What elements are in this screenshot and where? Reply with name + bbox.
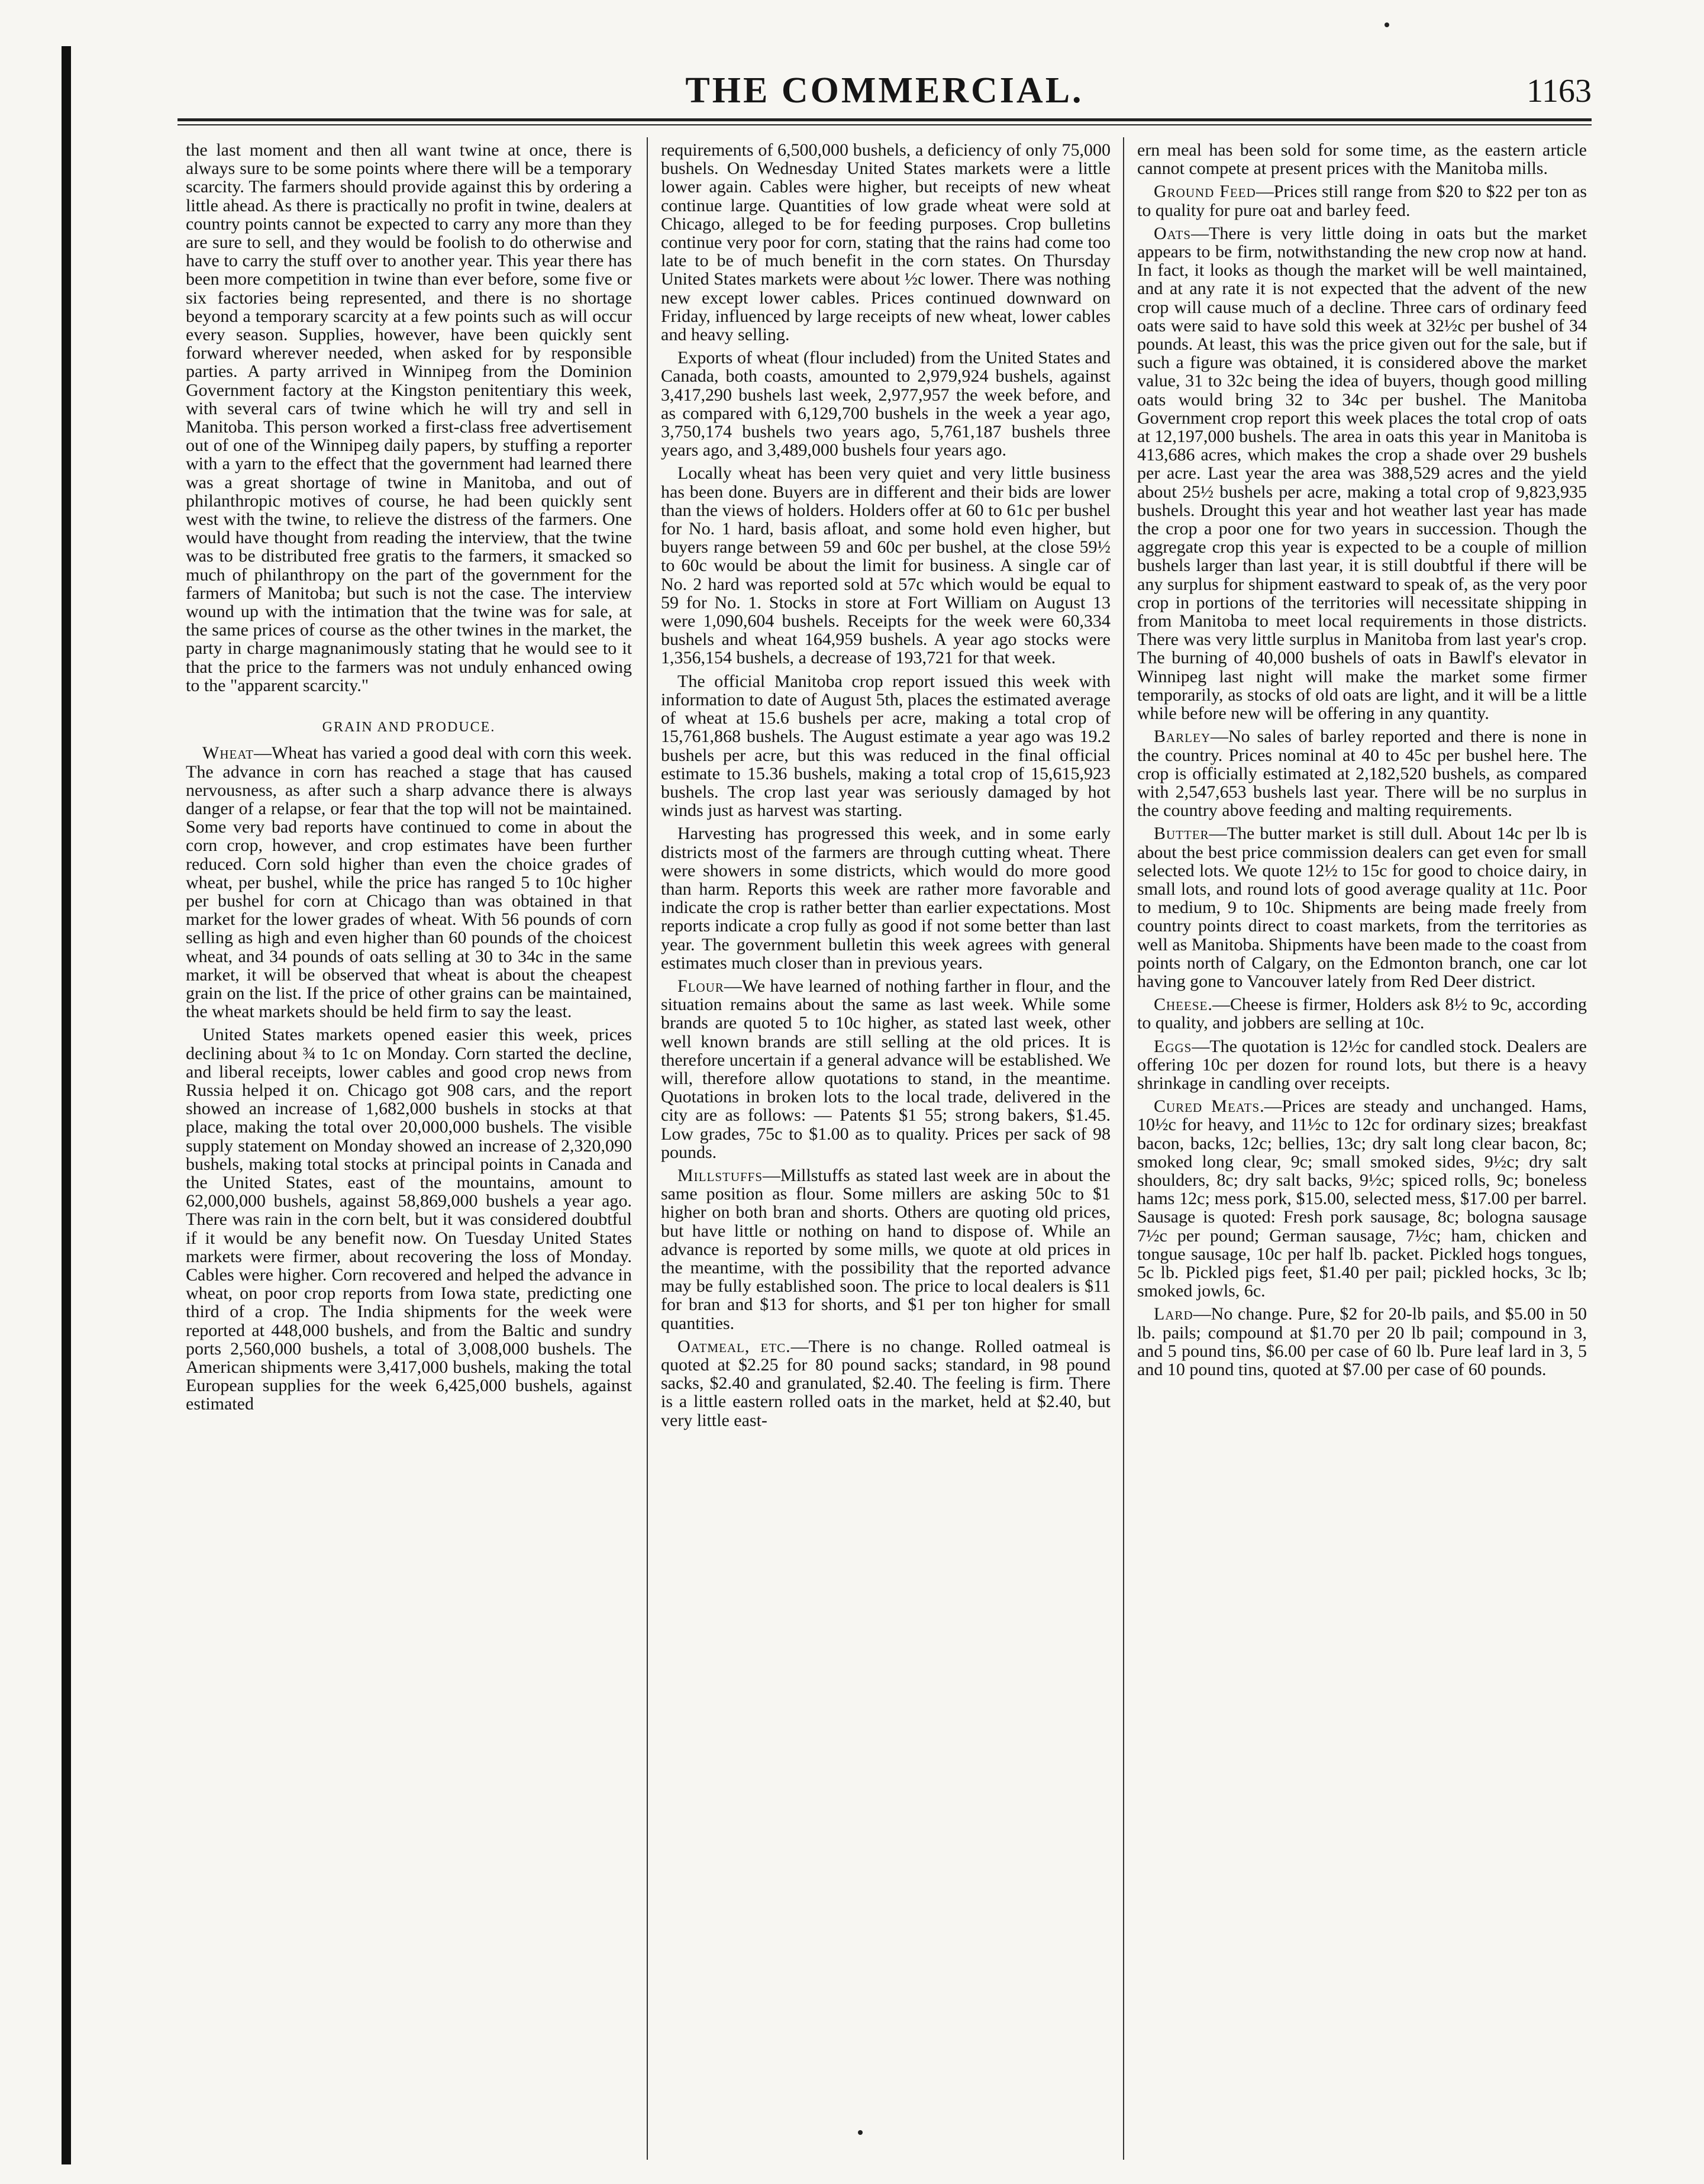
oatmeal-paragraph <box>661 1337 1111 1430</box>
harvesting-paragraph: Harvesting has progressed this week, and in some early districts most of the farmers are through cutting wheat. There were showers in some districts, which would do more good than harm. Reports this week are rather more favorable and indicate the crop is rather better than earlier expectations. Most reports indicate a crop fully as good if not some better than last year. The government bulletin this week agrees with general estimates much closer than in previous years. <box>661 824 1111 973</box>
column-divider <box>1123 137 1124 2160</box>
cured-meats-paragraph <box>1137 1097 1587 1300</box>
butter-heading: Butter <box>1154 824 1209 844</box>
page-number: 1163 <box>1526 73 1592 109</box>
wheat-heading: Wheat <box>202 743 254 763</box>
eggs-paragraph <box>1137 1037 1587 1093</box>
lard-paragraph <box>1137 1305 1587 1379</box>
ground-feed-paragraph <box>1137 182 1587 219</box>
millstuffs-text: —Millstuffs as stated last week are in about the same position as flour. Some millers are asking 50c to $1 higher on both bran and shorts. Others are quoting old prices, but have little or nothing on hand to dispose of. While an advance is reported by some mills, we quote at old prices in the meantime, with the possibility that the reported advance may be fully established soon. The price to local dealers is $11 for bran and $13 for shorts, and $1 per ton higher for small quantities. <box>661 1165 1111 1333</box>
lard-heading: Lard <box>1154 1304 1193 1324</box>
oats-text: —There is very little doing in oats but the market appears to be firm, notwithstanding the new crop now at hand. In fact, it looks as though the market will be well maintained, and at any rate it is not expected that the advent of the new crop will cause much of a decline. Three cars of ordinary feed oats were said to have sold this week at 32½c per bushel of 34 pounds. At least, this was the price given out for the sale, but if such a figure was obtained, it is considered above the market value, 31 to 32c being the idea of buyers, though good milling oats would bring 32 to 34c per bushel. The Manitoba Government crop report this week places the total crop of oats at 12,197,000 bushels. The area in oats this year in Manitoba is 413,686 acres, which makes the crop a shade over 29 bushels per acre. Last year the area was 388,529 acres and the yield about 25½ bushels per acre, making a total crop of 9,823,935 bushels. Drought this year and hot weather last year has made the crop a poor one for two years in succession. Though the aggregate crop this year is expected to be a couple of million bushels larger than last year, it is still doubtful if there will be any surplus for shipment eastward to speak of, as the very poor crop in portions of the territories will necessitate shipping in from Manitoba to meet local requirements in those districts. There was very little surplus in Manitoba from last year's crop. The burning of 40,000 bushels of oats in Bawlf's elevator in Winnipeg last night will make the market some firmer temporarily, as stocks of old oats are light, and it will be a little while before new will be offering in any quantity. <box>1137 223 1587 724</box>
oats-paragraph <box>1137 224 1587 722</box>
column-divider <box>647 137 648 2160</box>
ink-speck <box>1384 22 1389 27</box>
barley-paragraph <box>1137 727 1587 820</box>
masthead <box>178 70 1592 117</box>
us-markets-paragraph: United States markets opened easier this week, prices declining about ¾ to 1c on Monday. Corn started the decline, and liberal receipts, lower cables and good crop news from Russia helped it on. Chicago got 908 cars, and the report showed an increase of 1,682,000 bushels in stocks at that place, making the total over 20,000,000 bushels. The visible supply statement on Monday showed an increase of 2,320,090 bushels, making total stocks at principal points in Canada and the United States, east of the mountains, amount to 62,000,000 bushels, against 58,869,000 bushels a year ago. There was rain in the corn belt, but it was considered doubtful if it would be any benefit now. On Tuesday United States markets were firmer, about recovering the loss of Monday. Cables were higher. Corn recovered and helped the advance in wheat, on poor crop reports from Iowa state, predicting one third of a crop. The India shipments for the week were reported at 448,000 bushels, and from the Baltic and sundry ports 2,560,000 bushels, a total of 3,008,000 bushels. The American shipments were 3,417,000 bushels, making the total European supplies for the week 6,425,000 bushels, against estimated <box>186 1025 632 1414</box>
masthead-rule-thick <box>178 118 1592 121</box>
exports-paragraph: Exports of wheat (flour included) from the United States and Canada, both coasts, amounted to 2,979,924 bushels, against 3,417,290 bushels last week, 2,977,957 the week before, and as compared with 6,129,700 bushels in the week a year ago, 3,750,174 bushels two years ago, 5,761,187 bushels three years ago, and 3,489,000 bushels four years ago. <box>661 348 1111 460</box>
page-binding-edge <box>62 46 71 2164</box>
oatmeal-text: —There is no change. Rolled oatmeal is quoted at $2.25 for 80 pound sacks; standard, in 98 pound sacks, $2.40 and granulated, $2.40. The feeling is firm. There is a little eastern rolled oats in the market, held at $2.40, but very little east- <box>661 1336 1111 1430</box>
flour-paragraph <box>661 977 1111 1162</box>
barley-text: —No sales of barley reported and there is none in the country. Prices nominal at 40 to 45c per bushel here. The crop is officially estimated at 2,182,520 bushels, as compared with 2,547,653 bushels last year. There will be no surplus in the country above feeding and malting requirements. <box>1137 727 1587 821</box>
column-3 <box>1137 141 1587 2156</box>
cured-meats-heading: Cured Meats <box>1154 1096 1260 1117</box>
eggs-text: —The quotation is 12½c for candled stock. Dealers are offering 10c per dozen for round lots, but there is a heavy shrinkage in candling over receipts. <box>1137 1036 1587 1093</box>
flour-heading: Flour <box>677 976 724 996</box>
column-1 <box>186 141 632 2156</box>
crop-report-paragraph: The official Manitoba crop report issued this week with information to date of August 5th, places the estimated average of wheat at 15.6 bushels per acre, making a total crop of 15,761,868 bushels. The August estimate a year ago was 19.2 bushels per acre, but this was reduced in the final official estimate to 15.36 bushels, making a total crop of 15,615,923 bushels. The crop last year was seriously damaged by hot winds just as harvest was starting. <box>661 671 1111 821</box>
twine-paragraph: the last moment and then all want twine at once, there is always sure to be some points where there will be a temporary scarcity. The farmers should provide against this by ordering a little ahead. As there is practically no profit in twine, dealers at country points cannot be expected to carry any more than they are sure to sell, and they would be foolish to do otherwise and have to carry the stuff over to another year. This year there has been more competition in twine than ever before, some five or six factories being represented, and there is no shortage beyond a temporary scarcity at a few points such as will occur every season. Supplies, however, have been quickly sent forward wherever needed, when asked for by responsible parties. A party arrived in Winnipeg from the Dominion Government factory at the Kingston penitentiary this week, with several cars of twine which he will try and sell in Manitoba. This person worked a first-class free advertisement out of one of the Winnipeg daily papers, by stuffing a reporter with a yarn to the effect that the government had learned there was a great shortage of twine in Manitoba, and out of philanthropic motives of course, he had been quickly sent west with the twine, to relieve the distress of the farmers. One would have thought from reading the interview, that the twine was to be distributed free gratis to the farmers, it smacked so much of philanthropy on the part of the government for the farmers of Manitoba; but such is not the case. The interview wound up with the intimation that the twine was for sale, at the same prices of course as the other twines in the market, the party in charge magnanimously stating that he would see to it that the price to the farmers was not unduly enhanced owing to the "apparent scarcity." <box>186 141 632 695</box>
newspaper-title: THE COMMERCIAL. <box>685 70 1084 111</box>
lard-text: —No change. Pure, $2 for 20-lb pails, and $5.00 in 50 lb. pails; compound at $1.70 per 20 lb pail; compound in 3, and 5 pound tins, $6.00 per case of 60 lb. Pure leaf lard in 3, 5 and 10 pound tins, quoted at $7.00 per case of 60 pounds. <box>1137 1304 1587 1379</box>
millstuffs-heading: Millstuffs <box>677 1165 763 1185</box>
ground-feed-text: —Prices still range from $20 to $22 per ton as to quality for pure oat and barley feed. <box>1137 182 1587 220</box>
oatmeal-continued-paragraph: ern meal has been sold for some time, as the eastern article cannot compete at present prices with the Manitoba mills. <box>1137 141 1587 179</box>
butter-text: —The butter market is still dull. About 14c per lb is about the best price commission dealers can get even for small selected lots. We quote 12½ to 15c for good to choice dairy, in small lots, and round lots of good average quality at 11c. Poor to medium, 9 to 10c. Shipments are being made freely from country points direct to coast markets, from the territories as well as Manitoba. Shipments have been made to the coast from points north of Calgary, on the Edmonton branch, one car lot having gone to Vancouver lately from Red Deer district. <box>1137 824 1587 991</box>
wheat-paragraph <box>186 744 632 1021</box>
wheat-text: —Wheat has varied a good deal with corn this week. The advance in corn has reached a stage that has caused nervousness, as after such a sharp advance there is always danger of a relapse, or fear that the top will not be maintained. Some very bad reports have continued to come in about the corn crop, however, and crop estimates have been further reduced. Corn sold higher than even the choice grades of wheat, per bushel, while the price has ranged 5 to 10c higher per bushel for corn at Chicago than was obtained in that market for the lower grades of wheat. With 56 pounds of corn selling as high and even higher than 60 pounds of the choicest wheat, and 34 pounds of oats selling at 30 to 34c in the same market, it will be observed that wheat is about the cheapest grain on the list. If the price of other grains can be maintained, the wheat markets should be held firm to say the least. <box>186 743 632 1022</box>
wheat-continued-paragraph: requirements of 6,500,000 bushels, a deficiency of only 75,000 bushels. On Wednesday United States markets were a little lower again. Cables were higher, but receipts of new wheat continue large. Quantities of low grade wheat were sold at Chicago, alleged to be for feeding purposes. Crop bulletins continue very poor for corn, stating that the rains had come too late to be of much benefit in the corn states. On Thursday United States markets were about ½c lower. There was nothing new except lower cables. Prices continued downward on Friday, influenced by large receipts of new wheat, lower cables and heavy selling. <box>661 141 1111 345</box>
section-heading: GRAIN AND PRODUCE. <box>322 720 496 735</box>
oatmeal-heading: Oatmeal, etc. <box>677 1336 791 1356</box>
eggs-heading: Eggs <box>1154 1036 1192 1056</box>
cured-meats-text: .—Prices are steady and unchanged. Hams, 10½c for heavy, and 11½c to 12c for ordinary sizes; breakfast bacon, backs, 12c; bellies, 13c; dry salt long clear bacon, 8c; smoked long clear, 9c; small smoked sides, 9½c; dry salt shoulders, 8c; dry salt backs, 9½c; spiced rolls, 9c; boneless hams 12c; mess pork, $15.00, selected mess, $17.00 per barrel. Sausage is quoted: Fresh pork sausage, 8c; bologna sausage 7½c per pound; German sausage, 7½c; ham, chicken and tongue sausage, 10c per half lb. packet. Pickled hogs tongues, 5c lb. Pickled pigs feet, $1.40 per pail; pickled hocks, 3c lb; smoked jowls, 6c. <box>1137 1096 1587 1301</box>
ink-speck <box>858 2130 863 2135</box>
cheese-text: .—Cheese is firmer, Holders ask 8½ to 9c, according to quality, and jobbers are selling at 10c. <box>1137 995 1587 1033</box>
column-2 <box>661 141 1111 2156</box>
masthead-rule-thin <box>178 124 1592 125</box>
flour-text: —We have learned of nothing farther in flour, and the situation remains about the same as last week. While some brands are quoted 5 to 10c higher, as stated last week, other well known brands are still selling at the old prices. It is therefore uncertain if a general advance will be established. We will, therefore allow quotations to stand, in the meantime. Quotations in broken lots to the local trade, delivered in the city are as follows: — Patents $1 55; strong bakers, $1.45. Low grades, 75c to $1.00 as to quality. Prices per sack of 98 pounds. <box>661 976 1111 1162</box>
local-wheat-paragraph: Locally wheat has been very quiet and very little business has been done. Buyers are in different and their bids are lower than the views of holders. Holders offer at 60 to 61c per bushel for No. 1 hard, basis afloat, and some hold even higher, but buyers range between 59 and 60c per bushel, at the close 59½ to 60c would be about the limit for business. A single car of No. 2 hard was reported sold at 57c which would be equal to 59 for No. 1. Stocks in store at Fort William on August 13 were 1,090,604 bushels. Receipts for the week were 60,334 bushels and wheat 164,959 bushels. A year ago stocks were 1,356,154 bushels, a decrease of 193,721 for that week. <box>661 463 1111 668</box>
millstuffs-paragraph <box>661 1166 1111 1333</box>
butter-paragraph <box>1137 824 1587 991</box>
cheese-heading: Cheese <box>1154 995 1208 1015</box>
ground-feed-heading: Ground Feed <box>1154 182 1256 202</box>
cheese-paragraph <box>1137 995 1587 1032</box>
barley-heading: Barley <box>1154 727 1211 747</box>
oats-heading: Oats <box>1154 223 1192 243</box>
